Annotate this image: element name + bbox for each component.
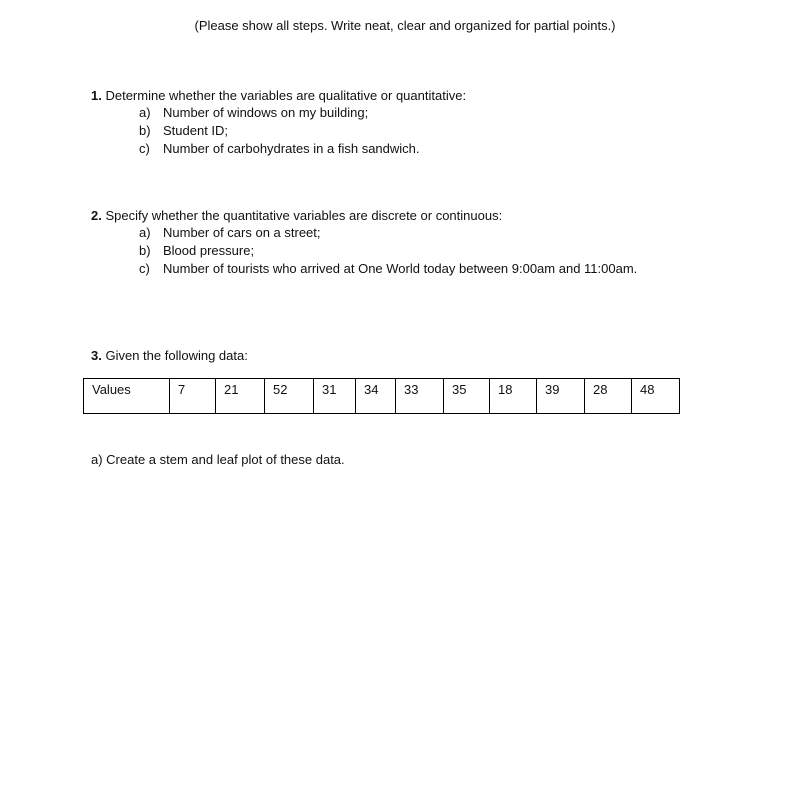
list-item	[139, 140, 420, 158]
table-cell: 52	[265, 379, 314, 414]
list-item	[139, 104, 420, 122]
table-header-cell: Values	[84, 379, 170, 414]
list-item	[139, 122, 420, 140]
item-letter: a)	[139, 225, 151, 240]
list-item	[139, 224, 637, 242]
item-text: Number of carbohydrates in a fish sandwich.	[163, 141, 420, 156]
list-item	[139, 242, 637, 260]
question-2-items	[139, 224, 637, 278]
question-2	[91, 208, 502, 223]
table-cell: 31	[314, 379, 356, 414]
question-1-text: Determine whether the variables are qualitative or quantitative:	[105, 88, 467, 103]
table-cell: 48	[632, 379, 680, 414]
table-cell: 34	[356, 379, 396, 414]
item-text: Number of windows on my building;	[163, 105, 369, 120]
question-1	[91, 88, 466, 103]
item-text: Student ID;	[163, 123, 229, 138]
item-letter: b)	[139, 243, 151, 258]
question-3	[91, 348, 248, 363]
item-text: Number of tourists who arrived at One World today between 9:00am and 11:00am.	[163, 261, 638, 276]
question-2-text: Specify whether the quantitative variables are discrete or continuous:	[105, 208, 503, 223]
item-letter: c)	[139, 141, 150, 156]
table-cell: 18	[490, 379, 537, 414]
table-cell: 28	[585, 379, 632, 414]
list-item	[139, 260, 637, 278]
table-cell: 39	[537, 379, 585, 414]
item-letter: a)	[139, 105, 151, 120]
question-2-number: 2.	[91, 208, 102, 223]
table-cell: 21	[216, 379, 265, 414]
item-letter: c)	[139, 261, 150, 276]
instruction-text: (Please show all steps. Write neat, clear and organized for partial points.)	[194, 18, 616, 33]
table-cell: 33	[396, 379, 444, 414]
item-text: Blood pressure;	[163, 243, 255, 258]
data-table	[83, 378, 680, 414]
question-3-part-a: a) Create a stem and leaf plot of these data.	[91, 452, 345, 467]
question-3-number: 3.	[91, 348, 102, 363]
question-1-number: 1.	[91, 88, 102, 103]
item-letter: b)	[139, 123, 151, 138]
question-1-items	[139, 104, 420, 158]
table-cell: 7	[170, 379, 216, 414]
table-row	[84, 379, 680, 414]
question-3-text: Given the following data:	[105, 348, 248, 363]
table-cell: 35	[444, 379, 490, 414]
item-text: Number of cars on a street;	[163, 225, 321, 240]
